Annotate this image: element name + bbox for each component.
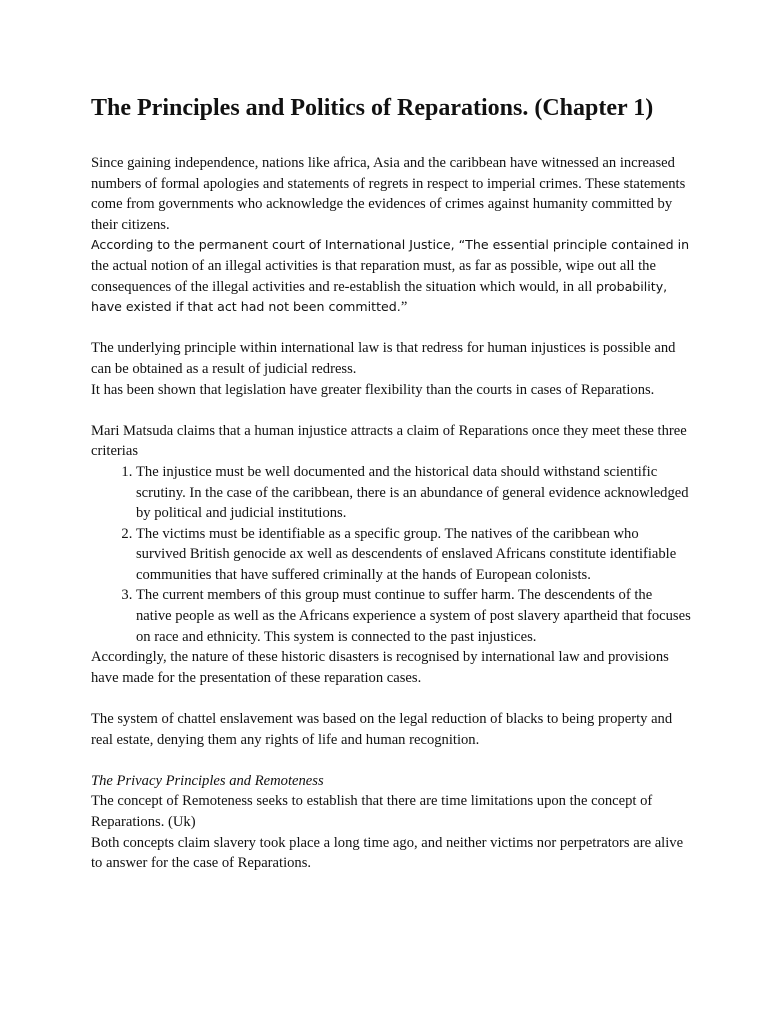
- paragraph-gap: [91, 688, 691, 709]
- quote-lead: According to the permanent court of International Justice,: [91, 237, 455, 253]
- document-body: [91, 153, 691, 874]
- matsuda-paragraph: Mari Matsuda claims that a human injustice attracts a claim of Reparations once they meet these three criterias: [91, 422, 687, 460]
- document-title: The Principles and Politics of Reparations. (Chapter 1): [91, 95, 654, 121]
- quote-paragraph: [91, 235, 691, 317]
- quote-open: “The essential principle contained in: [454, 237, 690, 253]
- quote-close: ”: [400, 299, 408, 316]
- paragraph-gap: [91, 400, 691, 421]
- criteria-item: 1. The injustice must be well documented and the historical data should withstand scientific scrutiny. In the case of the caribbean, there is an abundance of general evidence acknowledged by political and judicial institutions.: [136, 462, 691, 524]
- criteria-list: [91, 462, 691, 647]
- criteria-item: 3. The current members of this group must continue to suffer harm. The descendents of the native people as well as the Africans experience a system of post slavery apartheid that focuses on race and ethnicity. This system is connected to the past injustices.: [136, 585, 691, 647]
- paragraph-gap: [91, 750, 691, 771]
- accordingly-paragraph: Accordingly, the nature of these historic disasters is recognised by international law and provisions have made for the presentation of these reparation cases.: [91, 649, 669, 686]
- intro-paragraph: Since gaining independence, nations like africa, Asia and the caribbean have witnessed an increased numbers of formal apologies and statements of regrets in respect to imperial crimes. These statements come from governments who acknowledge the evidences of crimes against humanity committed by their citizens.: [91, 155, 686, 233]
- section-subheading: The Privacy Principles and Remoteness: [91, 772, 324, 789]
- quote-end: probability, have existed if that act had not been committed.: [91, 278, 668, 315]
- remoteness-paragraph: The concept of Remoteness seeks to establish that there are time limitations upon the concept of Reparations. (Uk): [91, 793, 653, 830]
- criteria-item: 2. The victims must be identifiable as a specific group. The natives of the caribbean who survived British genocide ax well as descendents of enslaved Africans constitute identifiable communities that have suffered criminally at the hands of European colonists.: [136, 524, 691, 586]
- paragraph-gap: [91, 318, 691, 339]
- quote-middle: the actual notion of an illegal activities is that reparation must, as far as possible, wipe out all the consequences of the illegal activities and re-establish the situation which would, in all: [91, 257, 656, 295]
- legislation-paragraph: It has been shown that legislation have greater flexibility than the courts in cases of Reparations.: [91, 381, 655, 398]
- chattel-paragraph: The system of chattel enslavement was based on the legal reduction of blacks to being property and real estate, denying them any rights of life and human recognition.: [91, 711, 673, 748]
- concepts-paragraph: Both concepts claim slavery took place a long time ago, and neither victims nor perpetrators are alive to answer for the case of Reparations.: [91, 834, 684, 872]
- principle-paragraph: The underlying principle within international law is that redress for human injustices is possible and can be obtained as a result of judicial redress.: [91, 340, 676, 377]
